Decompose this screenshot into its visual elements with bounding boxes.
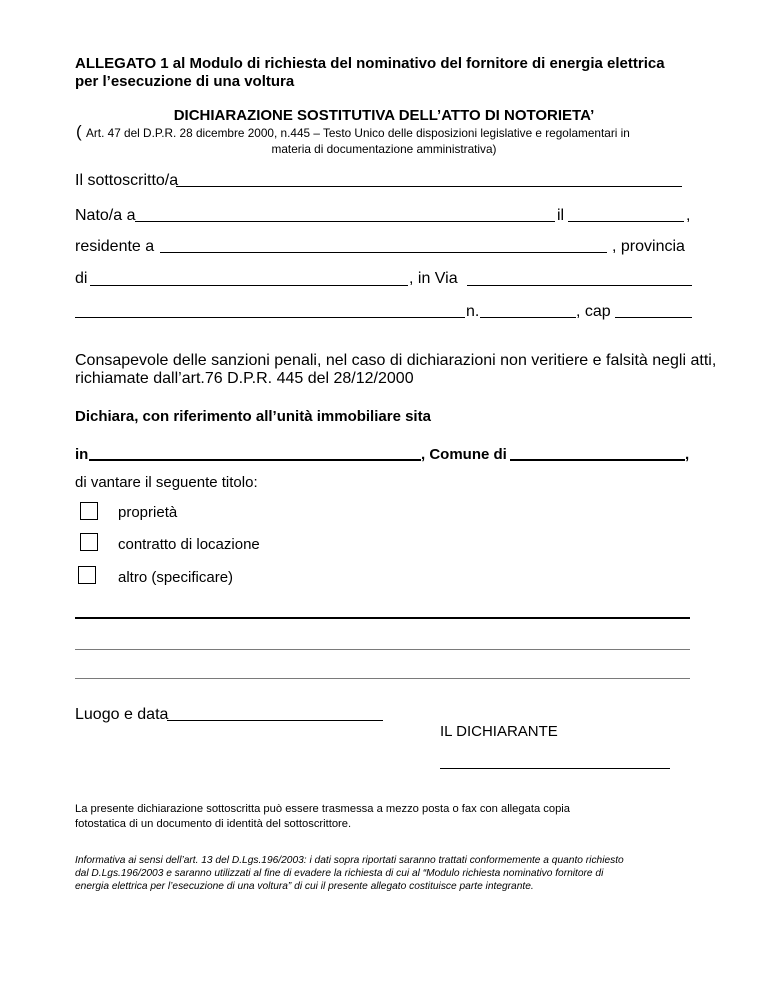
- checkbox-proprieta[interactable]: [80, 502, 98, 520]
- informativa-line-1: Informativa ai sensi dell’art. 13 del D.Lgs.196/2003: i dati sopra riportati saranno trattati conformemente a quanto richiesto: [75, 855, 624, 866]
- dichiara-heading: Dichiara, con riferimento all’unità immobiliare sita: [75, 408, 431, 425]
- field-via-continued-line[interactable]: [75, 317, 465, 318]
- note-line-1: La presente dichiarazione sottoscritta può essere trasmessa a mezzo posta o fax con allegata copia: [75, 803, 571, 815]
- field-luogo-nascita-line[interactable]: [135, 221, 555, 222]
- label-di: di: [75, 270, 88, 287]
- option-label-contratto-locazione: contratto di locazione: [118, 536, 260, 553]
- subtitle-line-1: Art. 47 del D.P.R. 28 dicembre 2000, n.445 – Testo Unico delle disposizioni legislative e regolamentari in: [86, 126, 630, 140]
- note-line-2: fotostatica di un documento di identità del sottoscrittore.: [75, 818, 352, 830]
- comma-comune: ,: [685, 446, 690, 463]
- field-cap-line[interactable]: [615, 317, 692, 318]
- subtitle-line-2: materia di documentazione amministrativa): [271, 142, 497, 156]
- label-sottoscritto: Il sottoscritto/a: [75, 172, 179, 189]
- label-il: il: [557, 207, 565, 224]
- label-n: n.: [466, 303, 480, 320]
- field-residenza-line[interactable]: [160, 252, 607, 253]
- consapevole-line-2: richiamate dall’art.76 D.P.R. 445 del 28/12/2000: [75, 370, 414, 387]
- label-comune: , Comune di: [421, 446, 507, 463]
- header-line-1: ALLEGATO 1 al Modulo di richiesta del nominativo del fornitore di energia elettrica: [75, 55, 665, 72]
- document-title: DICHIARAZIONE SOSTITUTIVA DELL’ATTO DI NOTORIETA’: [173, 107, 595, 124]
- label-nato: Nato/a a: [75, 207, 136, 224]
- titolo-label: di vantare il seguente titolo:: [75, 474, 258, 491]
- field-sottoscritto-line[interactable]: [176, 186, 682, 187]
- label-luogo-data: Luogo e data: [75, 706, 169, 723]
- consapevole-line-1: Consapevole delle sanzioni penali, nel caso di dichiarazioni non veritiere e falsità negli atti,: [75, 352, 717, 369]
- checkbox-contratto-locazione[interactable]: [80, 533, 98, 551]
- label-provincia: , provincia: [612, 238, 685, 255]
- note-paragraph: [75, 802, 692, 832]
- comma-nato: ,: [686, 207, 691, 224]
- header-line-2: per l’esecuzione di una voltura: [75, 73, 295, 90]
- label-in-via: , in Via: [409, 270, 458, 287]
- field-numero-civico-line[interactable]: [480, 317, 576, 318]
- field-luogo-data-line[interactable]: [167, 720, 383, 721]
- subtitle-paren: (: [76, 122, 82, 141]
- informativa-line-2: dal D.Lgs.196/2003 e saranno utilizzati al fine di evadere la richiesta di cui al “Modulo richiesta nominativo fornitore di: [75, 868, 604, 879]
- field-specificare-line-2[interactable]: [75, 649, 690, 650]
- label-residente: residente a: [75, 238, 155, 255]
- field-specificare-line-3[interactable]: [75, 678, 690, 679]
- field-specificare-line-1[interactable]: [75, 617, 690, 619]
- label-in: in: [75, 446, 89, 463]
- field-firma-line[interactable]: [440, 768, 670, 769]
- informativa-paragraph: [75, 854, 692, 893]
- checkbox-altro[interactable]: [78, 566, 96, 584]
- label-cap: , cap: [576, 303, 611, 320]
- field-data-nascita-line[interactable]: [568, 221, 684, 222]
- label-dichiarante: IL DICHIARANTE: [440, 723, 558, 740]
- informativa-line-3: energia elettrica per l’esecuzione di una voltura” di cui il presente allegato costituisce parte integrante.: [75, 881, 534, 892]
- option-label-altro: altro (specificare): [118, 569, 234, 586]
- field-comune-line[interactable]: [510, 459, 685, 461]
- option-label-proprieta: proprietà: [118, 504, 178, 521]
- field-provincia-line[interactable]: [90, 285, 408, 286]
- field-indirizzo-immobile-line[interactable]: [89, 459, 421, 461]
- field-via-line[interactable]: [467, 285, 692, 286]
